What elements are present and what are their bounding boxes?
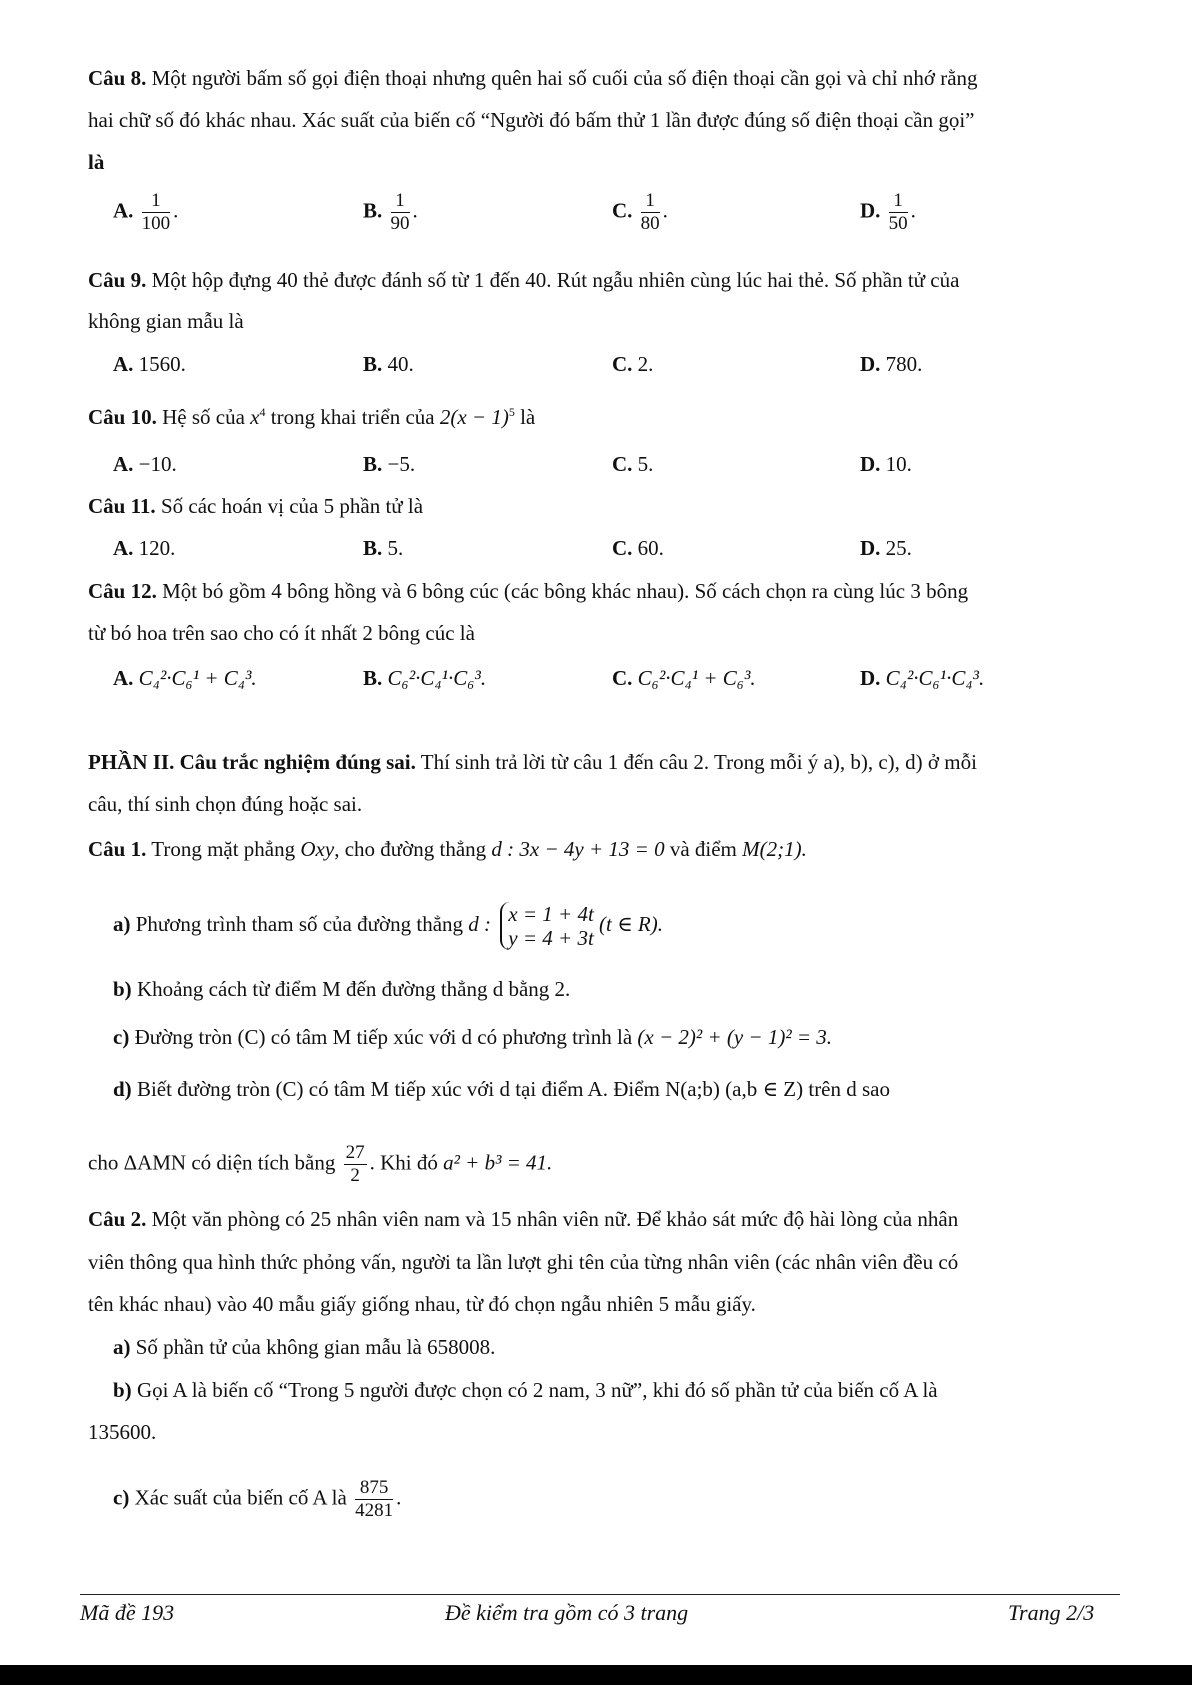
- item-label: a): [113, 1335, 131, 1359]
- option-label: D.: [860, 352, 881, 376]
- item-text: Xác suất của biến cố A là: [134, 1485, 347, 1510]
- q11-option-b: [363, 534, 403, 562]
- denominator: 100: [141, 213, 171, 234]
- q12-line-1: [88, 577, 1128, 605]
- denominator: 50: [888, 213, 908, 234]
- q12-title: Câu 12.: [88, 579, 157, 603]
- q12-option-c: [612, 664, 756, 692]
- system-y: y = 4 + 3t: [508, 926, 594, 950]
- option-label: C.: [612, 536, 633, 560]
- item-label: c): [113, 1025, 130, 1049]
- q11-option-d: [860, 534, 912, 562]
- p2q1-text-a: Trong mặt phẳng: [151, 837, 296, 861]
- page-number: Trang 2/3: [1008, 1600, 1095, 1625]
- p2q1-stem: [88, 835, 1128, 863]
- q10-option-c: [612, 450, 653, 478]
- part2-title: PHẦN II. Câu trắc nghiệm đúng sai.: [88, 750, 416, 774]
- item-text: Khoảng cách từ điểm M đến đường thẳng d bằng 2.: [136, 977, 571, 1001]
- p2q1-text-c: và điểm: [669, 837, 737, 861]
- q12-option-a: [113, 664, 257, 692]
- p2q1-item-b: [113, 975, 1153, 1003]
- q10-option-a: [113, 450, 177, 478]
- p2q1-point: M(2;1).: [742, 837, 807, 861]
- fraction: [391, 190, 410, 235]
- item-text: Đường tròn (C) có tâm M tiếp xúc với d có phương trình là: [134, 1025, 633, 1049]
- option-label: A.: [113, 452, 134, 476]
- denominator: 2: [350, 1165, 360, 1186]
- option-value: 10.: [885, 452, 912, 476]
- q12-option-b: [363, 664, 486, 692]
- q10-line: [88, 398, 1128, 431]
- option-label: B.: [363, 352, 383, 376]
- option-label: D.: [860, 666, 881, 690]
- numerator: 875: [355, 1477, 393, 1500]
- q8-option-d: D. $\frac{1}{50}$ .: [860, 190, 916, 234]
- item-text: cho ΔAMN có diện tích bằng: [88, 1150, 336, 1175]
- q8-line-1: [88, 64, 1128, 92]
- q10-text-c: là: [520, 405, 536, 429]
- option-label: B.: [363, 198, 383, 223]
- q9-option-d: [860, 350, 922, 378]
- scan-bottom-edge: [0, 1665, 1192, 1685]
- p2q2-item-b-cont: 135600.: [88, 1420, 157, 1444]
- q10-text-b: trong khai triển của: [270, 405, 435, 429]
- option-value: −5.: [387, 452, 416, 476]
- option-label: C.: [612, 452, 633, 476]
- option-label: B.: [363, 536, 383, 560]
- option-value: C₄²·C₆¹ + C₄³.: [138, 666, 257, 690]
- q12-text-2: từ bó hoa trên sao cho có ít nhất 2 bông cúc là: [88, 621, 475, 645]
- p2q1-item-d-cont: [88, 1142, 1128, 1187]
- option-value: 40.: [387, 352, 414, 376]
- q10-option-d: [860, 450, 912, 478]
- option-value: 5.: [387, 536, 404, 560]
- q9-text-1: Một hộp đựng 40 thẻ được đánh số từ 1 đến 40. Rút ngẫu nhiên cùng lúc hai thẻ. Số phần tử của: [151, 268, 960, 292]
- numerator: 27: [345, 1142, 365, 1163]
- q12-text-1: Một bó gồm 4 bông hồng và 6 bông cúc (các bông khác nhau). Số cách chọn ra cùng lúc 3 bông: [162, 579, 969, 603]
- q8-option-a: A. $\frac{1}{100}$ .: [113, 190, 179, 234]
- q10-expr: 2(x − 1): [439, 405, 509, 429]
- item-label: a): [113, 911, 131, 936]
- item-text: Biết đường tròn (C) có tâm M tiếp xúc với d tại điểm A. Điểm N(a;b) (a,b ∈ Z) trên d sao: [136, 1077, 890, 1101]
- fraction: [889, 190, 908, 235]
- option-value: 780.: [885, 352, 923, 376]
- option-label: C.: [612, 666, 633, 690]
- item-d: d :: [468, 911, 492, 936]
- q12-option-d: [860, 664, 984, 692]
- item-eq: (x − 2)² + (y − 1)² = 3.: [637, 1025, 833, 1049]
- denominator: 90: [390, 213, 410, 234]
- q9-option-c: [612, 350, 653, 378]
- item-text: Phương trình tham số của đường thẳng: [135, 911, 464, 936]
- system-x: x = 1 + 4t: [508, 902, 594, 926]
- p2q2-title: Câu 2.: [88, 1207, 147, 1231]
- q10-title: Câu 10.: [88, 405, 157, 429]
- item-eq: a² + b³ = 41.: [443, 1150, 553, 1175]
- option-value: C₆²·C₄¹·C₆³.: [387, 666, 487, 690]
- p2q2-item-a: [113, 1333, 1153, 1361]
- q9-option-a: [113, 350, 186, 378]
- numerator: 1: [889, 190, 908, 213]
- p2q1-item-a: [113, 902, 1153, 950]
- option-value: 120.: [138, 536, 176, 560]
- exam-code: Mã đề 193: [80, 1600, 175, 1625]
- option-label: A.: [113, 536, 134, 560]
- option-value: 2.: [637, 352, 654, 376]
- option-label: B.: [363, 666, 383, 690]
- q10-text-a: Hệ số của: [162, 405, 245, 429]
- q9-line-1: [88, 266, 1128, 294]
- item-text: Số phần tử của không gian mẫu là 658008.: [135, 1335, 496, 1359]
- q11-title: Câu 11.: [88, 494, 156, 518]
- q9-option-b: [363, 350, 414, 378]
- q10-expr-exp: 5: [508, 405, 515, 419]
- option-value: 5.: [637, 452, 654, 476]
- p2q1-item-d: [113, 1075, 1153, 1103]
- p2q1-item-c: [113, 1023, 1153, 1051]
- q9-title: Câu 9.: [88, 268, 147, 292]
- item-text: Gọi A là biến cố “Trong 5 người được chọn có 2 nam, 3 nữ”, khi đó số phần tử của biến cố A là: [136, 1378, 938, 1402]
- numerator: 1: [641, 190, 660, 213]
- item-label: d): [113, 1077, 132, 1101]
- option-value: 60.: [637, 536, 664, 560]
- fraction: [641, 190, 660, 235]
- p2q2-text-2: viên thông qua hình thức phỏng vấn, người ta lần lượt ghi tên của từng nhân viên (các nhân viên đều có: [88, 1250, 959, 1274]
- item-param: (t ∈ R).: [599, 911, 663, 936]
- q8-text-3: là: [88, 150, 105, 174]
- option-label: A.: [113, 666, 134, 690]
- q11-text: Số các hoán vị của 5 phần tử là: [160, 494, 424, 518]
- denominator: 80: [640, 213, 660, 234]
- item-text: . Khi đó: [369, 1150, 438, 1175]
- q8-option-c: C. $\frac{1}{80}$ .: [612, 190, 668, 234]
- p2q2-item-c: c) Xác suất của biến cố A là $\frac{875}{4281}$ .: [113, 1477, 402, 1521]
- option-label: D.: [860, 536, 881, 560]
- fraction: [142, 190, 171, 235]
- item-label: c): [113, 1485, 130, 1510]
- fraction: [344, 1142, 367, 1187]
- q8-text-1: Một người bấm số gọi điện thoại nhưng quên hai số cuối của số điện thoại cần gọi và chỉ nhớ rằng: [151, 66, 978, 90]
- q10-option-b: [363, 450, 415, 478]
- numerator: 1: [142, 190, 171, 213]
- q11-line: [88, 492, 1128, 520]
- option-label: B.: [363, 452, 383, 476]
- option-label: D.: [860, 198, 881, 223]
- item-label: b): [113, 977, 132, 1001]
- p2q1-line-eq: d : 3x − 4y + 13 = 0: [491, 837, 665, 861]
- option-label: A.: [113, 198, 134, 223]
- page-count-note: Đề kiểm tra gồm có 3 trang: [445, 1600, 689, 1625]
- denominator: 4281: [355, 1500, 394, 1521]
- option-value: 25.: [885, 536, 912, 560]
- p2q1-text-b: , cho đường thẳng: [334, 837, 487, 861]
- q11-option-c: [612, 534, 664, 562]
- option-label: C.: [612, 198, 633, 223]
- p2q1-oxy: Oxy: [300, 837, 335, 861]
- option-label: C.: [612, 352, 633, 376]
- q11-option-a: [113, 534, 175, 562]
- option-label: D.: [860, 452, 881, 476]
- q10-term: x: [250, 405, 260, 429]
- q8-option-b: B. $\frac{1}{90}$ .: [363, 190, 418, 234]
- part2-text-2: câu, thí sinh chọn đúng hoặc sai.: [88, 792, 363, 816]
- q10-term-exp: 4: [259, 405, 266, 419]
- p2q2-text-3: tên khác nhau) vào 40 mẫu giấy giống nhau, từ đó chọn ngẫu nhiên 5 mẫu giấy.: [88, 1292, 756, 1316]
- option-value: 1560.: [138, 352, 186, 376]
- item-label: b): [113, 1378, 132, 1402]
- option-label: A.: [113, 352, 134, 376]
- q9-text-2: không gian mẫu là: [88, 309, 244, 333]
- param-system: [500, 902, 594, 950]
- part2-heading: [88, 748, 1128, 776]
- q8-title: Câu 8.: [88, 66, 147, 90]
- option-value: C₄²·C₆¹·C₄³.: [885, 666, 985, 690]
- part2-text-1: Thí sinh trả lời từ câu 1 đến câu 2. Trong mỗi ý a), b), c), d) ở mỗi: [420, 750, 977, 774]
- p2q2-text-1: Một văn phòng có 25 nhân viên nam và 15 nhân viên nữ. Để khảo sát mức độ hài lòng của nhân: [151, 1207, 959, 1231]
- option-value: C₆²·C₄¹ + C₆³.: [637, 666, 756, 690]
- numerator: 1: [391, 190, 410, 213]
- p2q1-title: Câu 1.: [88, 837, 147, 861]
- p2q2-line-1: [88, 1205, 1128, 1233]
- p2q2-item-b: [113, 1376, 1153, 1404]
- option-value: −10.: [138, 452, 177, 476]
- q8-text-2: hai chữ số đó khác nhau. Xác suất của biến cố “Người đó bấm thử 1 lần được đúng số điện thoại cần gọi”: [88, 108, 975, 132]
- fraction: [355, 1477, 393, 1522]
- footer-divider: [80, 1594, 1120, 1595]
